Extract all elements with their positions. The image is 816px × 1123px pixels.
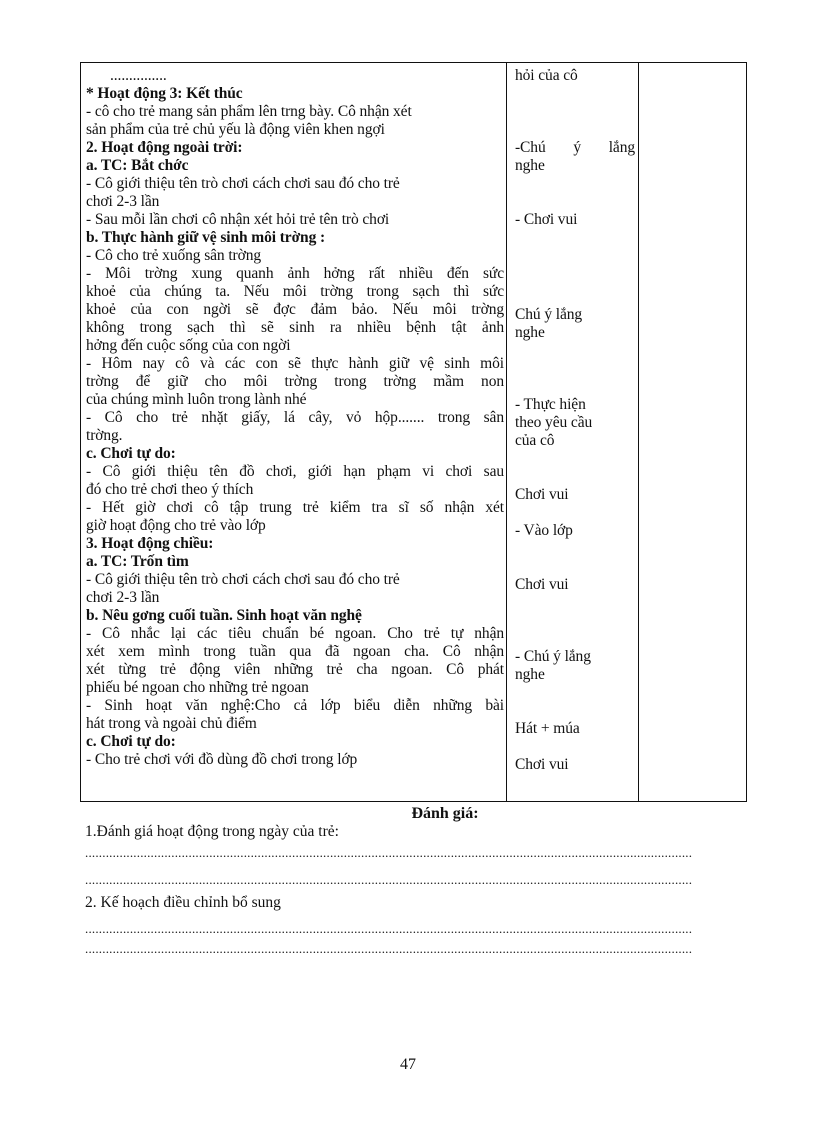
activity-line: * Hoạt động 3: Kết thúc [86,85,243,102]
dotted-fill-line[interactable]: ................................................................................................................................................................................ [85,873,693,887]
child-activity-entry [515,306,635,342]
column-divider-1 [506,63,507,801]
evaluation-section [85,805,735,956]
activity-line: - Cô nhắc lại các tiêu chuẩn bé ngoan. Cho trẻ tự nhận [86,625,504,642]
child-activity-line: nghe [515,324,545,342]
activity-line: - Cô giới thiệu tên đồ chơi, giới hạn phạm vi chơi sau [86,463,504,480]
child-activity-line: hỏi của cô [515,67,578,84]
activity-line: a. TC: Bắt chớc [86,157,189,174]
activity-line: b. Thực hành giữ vệ sinh môi trờng : [86,229,326,246]
activity-line: khoẻ của con ngời sẽ đợc đảm bảo. Nếu môi trờng [86,301,504,318]
child-activity-line: - Chơi vui [515,211,578,228]
child-activity-entry [515,576,635,594]
evaluation-item-2: 2. Kế hoạch điều chỉnh bổ sung [85,894,281,911]
column-divider-2 [638,63,639,801]
child-activity-line: của cô [515,432,555,450]
activity-line: c. Chơi tự do: [86,733,176,750]
child-activity-line: -Chú ý lắng [515,139,635,156]
child-activity-entry [515,486,635,504]
activity-line: 2. Hoạt động ngoài trời: [86,139,243,156]
activity-line: - Sinh hoạt văn nghệ:Cho cả lớp biểu diễn những bài [86,697,504,714]
activity-line: xét từng trẻ động viên những trẻ cha ngoan. Cô phát [86,661,504,678]
evaluation-item-1: 1.Đánh giá hoạt động trong ngày của trẻ: [85,823,339,840]
dotted-fill-line[interactable]: ................................................................................................................................................................................ [85,846,693,860]
child-activity-entry [515,720,635,738]
activity-line: trờng. [86,427,123,444]
child-activity-entry [515,396,635,450]
activity-line: - Cô giới thiệu tên trò chơi cách chơi sau đó cho trẻ [86,571,400,588]
child-activity-line: nghe [515,157,545,174]
activity-line: không trong sạch thì sẽ sinh ra nhiều bệnh tật ảnh [86,319,504,336]
activity-line: b. Nêu gơng cuối tuần. Sinh hoạt văn nghệ [86,607,362,624]
child-activity-line: Chú ý lắng [515,306,583,324]
child-activity-entry [515,648,635,684]
activity-line: - cô cho trẻ mang sản phẩm lên trng bày. Cô nhận xét [86,103,412,120]
activity-line: - Cô giới thiệu tên trò chơi cách chơi sau đó cho trẻ [86,175,400,192]
child-activity-entry [515,211,635,229]
activity-line: a. TC: Trốn tìm [86,553,189,570]
child-activity-line: Chơi vui [515,486,569,504]
child-activity-entry [515,522,635,540]
child-activity-entry [515,67,635,85]
child-activity-line: - Chú ý lắng [515,648,591,666]
activity-line: - Môi trờng xung quanh ảnh hởng rất nhiều đến sức [86,265,504,282]
activity-line: 3. Hoạt động chiều: [86,535,214,552]
child-activity-entry [515,139,635,175]
dotted-fill-line[interactable]: ................................................................................................................................................................................ [85,942,693,956]
activity-column [86,67,504,769]
activity-line: - Hết giờ chơi cô tập trung trẻ kiểm tra sĩ số nhận xét [86,499,504,516]
activity-line: c. Chơi tự do: [86,445,176,462]
activity-line: hởng đến cuộc sống của con ngời [86,337,291,354]
activity-line: xét xem mình trong tuần qua đã ngoan cha. Cô nhận [86,643,504,660]
activity-line: đó cho trẻ chơi theo ý thích [86,481,254,498]
activity-line: ............... [110,67,167,84]
activity-line: - Cô cho trẻ nhặt giấy, lá cây, vỏ hộp....... trong sân [86,409,504,426]
activity-line: giờ hoạt động cho trẻ vào lớp [86,517,266,534]
activity-line: của chúng mình luôn trong lành nhé [86,391,307,408]
child-activity-line: Chơi vui [515,576,569,594]
activity-line: trờng để giữ cho môi trờng trong trờng mầm non [86,373,504,390]
page-number: 47 [400,1056,416,1073]
child-activity-entry [515,756,635,774]
dotted-fill-line[interactable]: ................................................................................................................................................................................ [85,922,693,936]
activity-line: - Hôm nay cô và các con sẽ thực hành giữ vệ sinh môi [86,355,504,372]
child-activity-line: - Vào lớp [515,522,573,540]
child-activity-line: Hát + múa [515,720,580,738]
activity-line: chơi 2-3 lần [86,193,160,210]
evaluation-title: Đánh giá: [411,805,479,822]
activity-line: hát trong và ngoài chủ điểm [86,715,257,732]
activity-line: sản phẩm của trẻ chủ yếu là động viên khen ngợi [86,121,385,138]
child-activity-line: Chơi vui [515,756,569,774]
child-activity-line: - Thực hiện [515,396,586,414]
activity-line: khoẻ của chúng ta. Nếu môi trờng trong sạch thì sức [86,283,504,300]
activity-line: phiếu bé ngoan cho những trẻ ngoan [86,679,309,696]
activity-table [80,62,747,802]
activity-line: - Cô cho trẻ xuống sân trờng [86,247,262,264]
child-activity-line: theo yêu cầu [515,414,593,432]
activity-line: - Sau mỗi lần chơi cô nhận xét hỏi trẻ tên trò chơi [86,211,390,228]
child-activity-line: nghe [515,666,545,684]
activity-line: - Cho trẻ chơi với đồ dùng đồ chơi trong lớp [86,751,358,768]
activity-line: chơi 2-3 lần [86,589,160,606]
